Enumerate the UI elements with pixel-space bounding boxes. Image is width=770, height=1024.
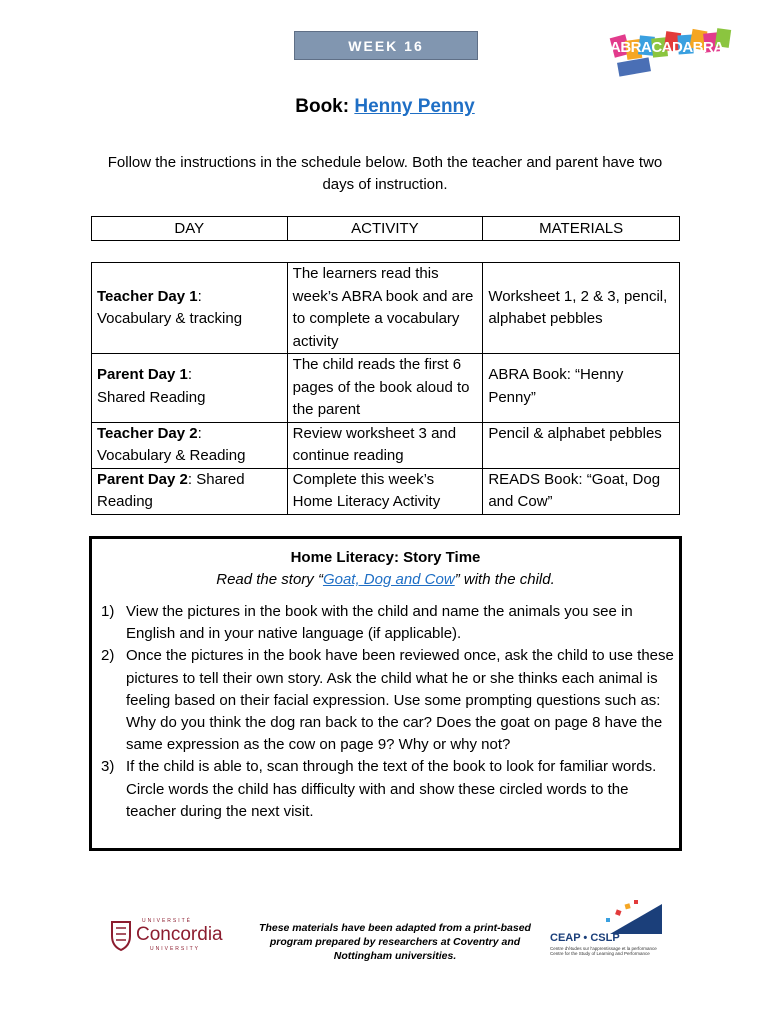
list-item: 3) If the child is able to, scan through the text of the book to look for familiar words. Circle words the child has difficulty with and show these circled words to the teacher during the next visit. [101,758,657,820]
ceap-name: CEAP • CSLP [550,932,620,944]
list-item: 1) View the pictures in the book with the child and name the animals you see in English and in your native language (if applicable). [101,603,633,643]
svg-text:UNIVERSITY: UNIVERSITY [150,946,201,952]
activity-cell: Complete this week’s Home Literacy Activity [287,468,483,514]
book-title [0,96,770,118]
list-item: 2) Once the pictures in the book have been reviewed once, ask the child to use these pictures to tell their own story. Ask the child what he or she thinks each animal is feeling based on their facial expression. Use some prompting questions such as: Why do you think the dog ran back to the car? Does the goat on page 8 have the same expression as the cow on page 9? Why or why not? [101,647,674,754]
activity-cell: The learners read this week’s ABRA book and are to complete a vocabulary activity [287,263,483,354]
materials-cell: ABRA Book: “Henny Penny” [483,354,680,423]
ceap-subtitle: Centre d'études sur l'apprentissage et la performance Centre for the Study of Learning and Performance [550,946,657,956]
table-row [92,354,680,423]
book-title-link[interactable]: Henny Penny [354,96,475,117]
header-materials: MATERIALS [483,217,680,241]
materials-cell: Worksheet 1, 2 & 3, pencil, alphabet pebbles [483,263,680,354]
home-literacy-box [89,536,682,851]
concordia-logo [108,912,236,954]
day-cell: Teacher Day 2: Vocabulary & Reading [92,422,288,468]
header-activity: ACTIVITY [287,217,483,241]
book-title-prefix: Book: [295,96,355,117]
abracadabra-logo [606,22,734,80]
svg-text:ABRACADABRA: ABRACADABRA [610,39,724,56]
ceap-graphic-icon [550,900,662,934]
story-link[interactable]: Goat, Dog and Cow [322,571,455,588]
materials-cell: Pencil & alphabet pebbles [483,422,680,468]
day-cell: Teacher Day 1: Vocabulary & tracking [92,263,288,354]
table-row [92,263,680,354]
week-banner [294,31,478,60]
ceap-logo [550,900,662,958]
schedule-header [91,216,680,241]
footer-note: These materials have been adapted from a print-based program prepared by researchers at Coventry and Nottingham universities. [259,922,531,962]
table-row [92,422,680,468]
week-label: WEEK 16 [348,37,424,54]
instructions-intro: Follow the instructions in the schedule below. Both the teacher and parent have two days of instruction. [107,154,663,193]
day-cell: Parent Day 2: Shared Reading [92,468,288,514]
home-literacy-title: Home Literacy: Story Time [290,549,481,566]
header-day: DAY [92,217,288,241]
materials-cell: READS Book: “Goat, Dog and Cow” [483,468,680,514]
schedule-table [91,262,680,515]
home-literacy-steps [92,601,679,823]
home-literacy-subtitle: Read the story “Goat, Dog and Cow” with the child. [216,571,555,588]
svg-text:UNIVERSITÉ: UNIVERSITÉ [142,918,193,924]
activity-cell: Review worksheet 3 and continue reading [287,422,483,468]
table-row [92,468,680,514]
day-cell: Parent Day 1: Shared Reading [92,354,288,423]
svg-text:Concordia: Concordia [136,924,223,945]
activity-cell: The child reads the first 6 pages of the book aloud to the parent [287,354,483,423]
